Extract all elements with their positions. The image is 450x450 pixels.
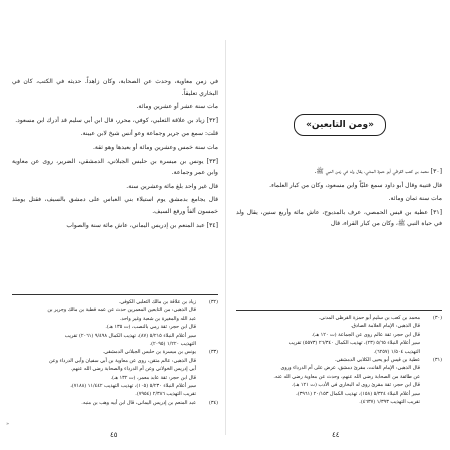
right-paragraph: [٣٠] محمد بن كعب القرظي أبو حمزة المدني، يقال ولد في زمن النبي ﷺ. (314, 168, 442, 175)
footnote-number: (٣٣) (208, 349, 218, 356)
left-paragraph: قال يجامع بدمشق يوم استيلاء بني العباس على دمشق بالسيف، فقتل يومئذ خمسون ألفاً ورفع السيف. (12, 196, 218, 215)
right-paragraph: [٣١] عطية بن قيس الحمصي، عرف بالمدبوح، عاش مائة وأربع سنين، يقال ولد في حياة النبي ﷺ، وكان من كبار القراء، قال (236, 208, 442, 228)
footnote-line: قال ابن حجر: ثقة مقرئ روى له البخاري في الأدب (ت ١٢١ هـ). (291, 382, 420, 389)
footnote-line: التهذيب ١/٢٢٠ (٢٠٩٥). (149, 341, 196, 348)
gutter-divider (225, 40, 226, 435)
right-paragraph: قال قتيبة وقال أبو داود سمع عليّاً وابن مسعود، وكان من كبار العلماء. (269, 181, 442, 189)
footnote-line: سير أعلام النبلاء ٥/٢١٥ (٨٧)، تهذيب الكمال ٩/٤٩٨ (٢٠٦١) تقريب (64, 332, 196, 339)
footnote-line: سير أعلام النبلاء ٥/٣٢٤ (١٥٨)، تهذيب الكمال ٢٠/١٥٣ (٣٩٦١)، (296, 390, 420, 397)
left-paragraph: قال غير واحد بلغ مائة وعشرين سنة. (126, 182, 218, 190)
footnote-number: (٣٢) (208, 299, 218, 305)
footnote-line: سير أعلام النبلاء ٥/٦٥ (٢٣)، تهذيب الكمال ٢٦/٣٤٠ (٥٥٧٣) تقريب (288, 340, 420, 347)
footnote-line: قال ابن حجر: ثقة عالم روى عن الجماعة (ت ١٢٠ هـ). (311, 331, 420, 338)
footnote-line: تقريب التهذيب ١/٣٩٣ (٤٦٣٧). (359, 399, 420, 406)
left-paragraph: [٣٤] عبد المنعم بن إدريس اليماني، عاش مائة سنة والصواب (66, 221, 218, 229)
footnote-line: محمد بن كعب بن سليم أبو حمزة القرظي المدني. (318, 315, 420, 321)
left-paragraph: مات سنة عشر أو عشرين ومائة. (136, 103, 218, 111)
footnote (12, 348, 218, 398)
left-paragraph: [٣٢] زياد بن علاقة الثعلبي، كوفي، محرر، قال ابن أبي سليم قد أدرك ابن مسعود. (15, 116, 218, 124)
left-paragraph: قلت: سمع من جرير وجماعة وعو أنس شيخ لابن عيينة. (80, 130, 218, 138)
footnote-line: قال الذهبي: الإمام العلامة الصادق. (350, 323, 420, 330)
margin-mark: « (6, 421, 10, 427)
right-footnotes (236, 314, 442, 406)
footnote-line: قال ابن حجر: ثقة عابد معمر، (ت ١٣٢ هـ). (110, 374, 196, 381)
footnote-rule (236, 310, 442, 311)
footnote-line: عبد الله والمغيرة بن شعبة وغير واحد. (119, 315, 196, 322)
page-number: ٤٥ (110, 431, 118, 439)
footnote (236, 314, 442, 356)
footnote-line: التهذيب ١/٥٠٤ (٦٢٥٧). (373, 348, 420, 355)
right-paragraph: مات سنة ثمان ومائة. (388, 195, 442, 203)
left-paragraph: مات سنة خمس وعشرين ومائة أو بعيدها وهو ثقة. (92, 143, 218, 151)
footnote-line: قال الذهبي: من التابعين المعمرين حدث عن عمه قطبة بن مالك وجرير بن (47, 307, 196, 314)
section-heading: «ومن التابعين» (294, 114, 386, 136)
page-number: ٤٤ (332, 431, 340, 439)
footnote-line: أبي إدريس الخولاني وعن أم الدرداء والصحابة رضي الله عنهم. (70, 366, 196, 373)
footnote-line: زياد بن علاقة بن مالك الثعلبي الكوفي. (118, 299, 196, 305)
footnote-number: (٣٠) (432, 315, 442, 321)
footnote-line: سير أعلام النبلاء ٥/٢٣٠ (١٠٥)، تهذيب التهذيب ١١/٤٤٢ (٧١٨٨)، (70, 383, 196, 390)
footnote-number: (٣٤) (208, 399, 218, 406)
footnote-line: قال الذهبي: الإمام القانت، مقرئ دمشق، عرض على أم الدرداء وروى (280, 365, 420, 372)
right-body-text (236, 166, 442, 232)
footnote-line: قال الذهبي: عالم متقن، روى عن معاوية بن أبي سفيان وأبي الدرداء وعن (48, 357, 196, 364)
footnote-line: عبد المنعم بن إدريس اليماني، قال ابن أبيه وهب بن منبه. (81, 399, 196, 406)
footnote-line: عطية بن قيس أبو يحيى الكلابي الدمشقي. (334, 357, 420, 364)
footnote (12, 298, 218, 348)
footnote-line: قال ابن حجر: ثقة رمي بالنصب، (ت ١٣٥ هـ). (105, 324, 196, 331)
footnote-rule (12, 294, 218, 295)
right-page (236, 46, 442, 439)
footnote-number: (٣١) (432, 357, 442, 364)
left-page (6, 46, 218, 439)
left-footnotes (12, 298, 218, 407)
footnote (236, 356, 442, 406)
left-paragraph: [٣٣] يونس بن ميسرة بن حلبس الجبلاني، الدمشقي، الضرير، روى عن معاوية وابن عمر وجماعة. (12, 157, 218, 177)
left-paragraph: في زمن معاوية، وحدث عن الصحابة، وكان زاهداً. حديثه في الكتب، كان في البخاري تعليقاً. (12, 78, 218, 97)
left-body-text (12, 76, 218, 233)
footnote-line: تقريب التهذيب ٢/٣٨٦ (٧٩٥٤). (135, 391, 196, 398)
footnote (12, 399, 218, 407)
footnote-line: يونس بن ميسرة بن حلبس الجبلاني الدمشقي. (102, 349, 196, 356)
footnote-line: عن طائفة من الصحابة رضي الله عنهم، وحدث عن معاوية رضي الله عنه. (273, 373, 420, 380)
